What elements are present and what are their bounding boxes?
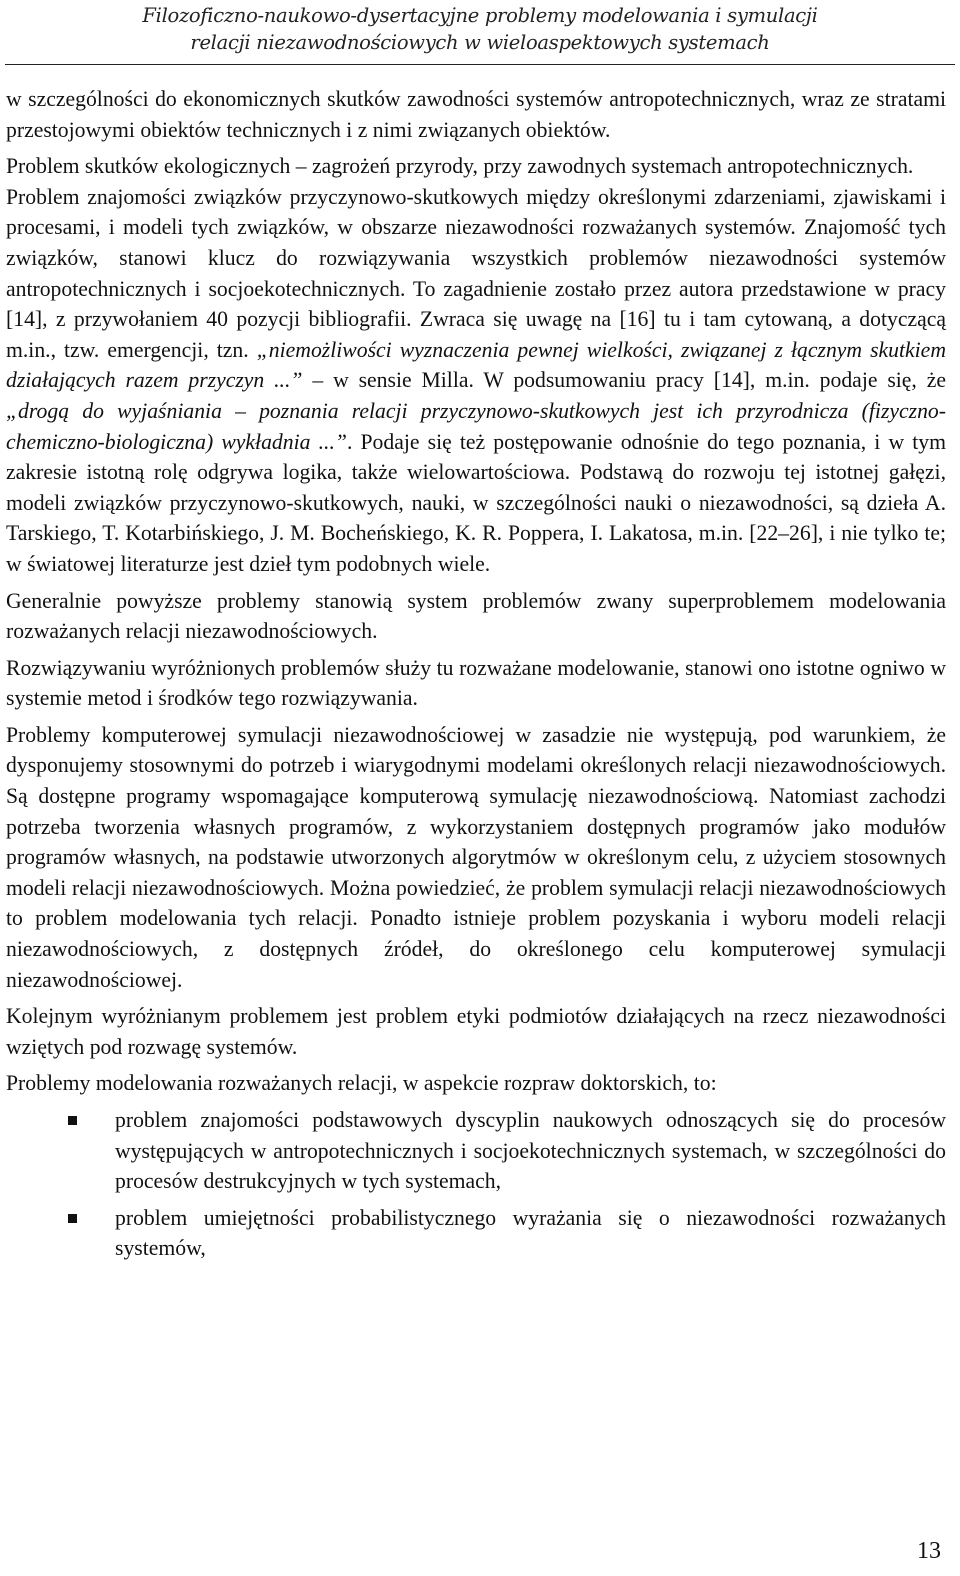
square-bullet-icon (68, 1116, 77, 1125)
paragraph-4: Generalnie powyższe problemy stanowią system problemów zwany superproblemem modelowania rozważanych relacji niezawodnościowych. (6, 588, 946, 644)
paragraph-3-text-e: . Podaje się też postępowanie odnośnie do tego poznania, i w tym zakresie istotną rolę odgrywa logika, także wielowartościowa. Podstawą do rozwoju tej istotnej gałęzi, modeli związków przyczynowo-skutkowych, nauki, w szczególności nauki o niezawodności, są dzieła A. Tarskiego, T. Kotarbińskiego, J. M. Bocheńskiego, K. R. Poppera, I. Lakatosa, m.in. [22–26], i nie tylko te; w światowej literaturze jest dzieł tym podobnych wiele. (6, 429, 947, 576)
running-header-line-2: relacji niezawodnościowych w wieloaspektowych systemach (190, 31, 770, 54)
header-divider (5, 64, 955, 65)
paragraph-3-text-a: Problem znajomości związków przyczynowo-skutkowych między określonymi zdarzeniami, zjawiskami i procesami, i modeli tych związków, w obszarze niezawodności rozważanych systemów. Znajomość tych związków, stanowi klucz do rozwiązywania wszystkich problemów niezawodności systemów antropotechnicznych i socjoekotechnicznych. To zagadnienie zostało przez autora przedstawione w pracy [14], z przywołaniem 40 pozycji bibliografii. Zwraca się uwagę na [16] tu i tam cytowaną, a dotyczącą m.in., tzw. emergencji, tzn. (6, 184, 946, 362)
list-item (6, 1203, 946, 1264)
paragraph-5: Rozwiązywaniu wyróżnionych problemów służy tu rozważane modelowanie, stanowi ono istotne ogniwo w systemie metod i środków tego rozwiązywania. (6, 655, 946, 711)
running-header (0, 0, 960, 72)
paragraph-2: Problem skutków ekologicznych – zagrożeń przyrody, przy zawodnych systemach antropotechnicznych. (6, 154, 914, 179)
list-item-text: problem znajomości podstawowych dyscyplin naukowych odnoszących się do procesów występujących w antropotechnicznych i socjoekotechnicznych systemach, w szczególności do procesów destrukcyjnych w tych systemach, (115, 1108, 946, 1194)
problem-list (6, 1105, 946, 1264)
paragraph-3 (6, 182, 946, 580)
paragraph-3-quote-1: „niemożliwości wyznaczenia pewnej wielkości, związanej z łącznym skutkiem działających razem przyczyn ...” (6, 337, 946, 393)
list-item (6, 1105, 946, 1197)
paragraph-1: w szczególności do ekonomicznych skutków zawodności systemów antropotechnicznych, wraz ze stratami przestojowymi obiektów technicznych i z nimi związanych obiektów. (6, 87, 946, 142)
list-item-text: problem umiejętności probabilistycznego wyrażania się o niezawodności rozważanych systemów, (115, 1205, 946, 1261)
paragraph-7: Kolejnym wyróżnianym problemem jest problem etyki podmiotów działających na rzecz niezawodności wziętych pod rozwagę systemów. (6, 1004, 946, 1059)
paragraph-3-quote-2: „drogą do wyjaśniania – poznania relacji przyczynowo-skutkowych jest ich przyrodnicza (fizyczno-chemiczno-biologiczna) wykładnia ...” (6, 398, 946, 454)
paragraph-3-text-c: – w sensie Milla. W podsumowaniu pracy [14], m.in. podaje się, że (302, 368, 946, 393)
running-header-line-1: Filozoficzno-naukowo-dysertacyjne problemy modelowania i symulacji (142, 4, 818, 27)
page-body (6, 84, 946, 1264)
page-number: 13 (917, 1538, 941, 1564)
square-bullet-icon (68, 1214, 77, 1223)
paragraph-8: Problemy modelowania rozważanych relacji, w aspekcie rozpraw doktorskich, to: (6, 1071, 717, 1096)
paragraph-6: Problemy komputerowej symulacji niezawodnościowej w zasadzie nie występują, pod warunkiem, że dysponujemy stosownymi do potrzeb i wiarygodnymi modelami określonych relacji niezawodnościowych. Są dostępne programy wspomagające komputerową symulację niezawodnościową. Natomiast zachodzi potrzeba tworzenia własnych programów, z wykorzystaniem dostępnych programów jako modułów programów własnych, na podstawie utworzonych algorytmów w określonym celu, z użyciem stosownych modeli relacji niezawodnościowych. Można powiedzieć, że problem symulacji relacji niezawodnościowych to problem modelowania tych relacji. Ponadto istnieje problem pozyskania i wyboru modeli relacji niezawodnościowych, z dostępnych źródeł, do określonego celu komputerowej symulacji niezawodnościowej. (6, 722, 946, 992)
